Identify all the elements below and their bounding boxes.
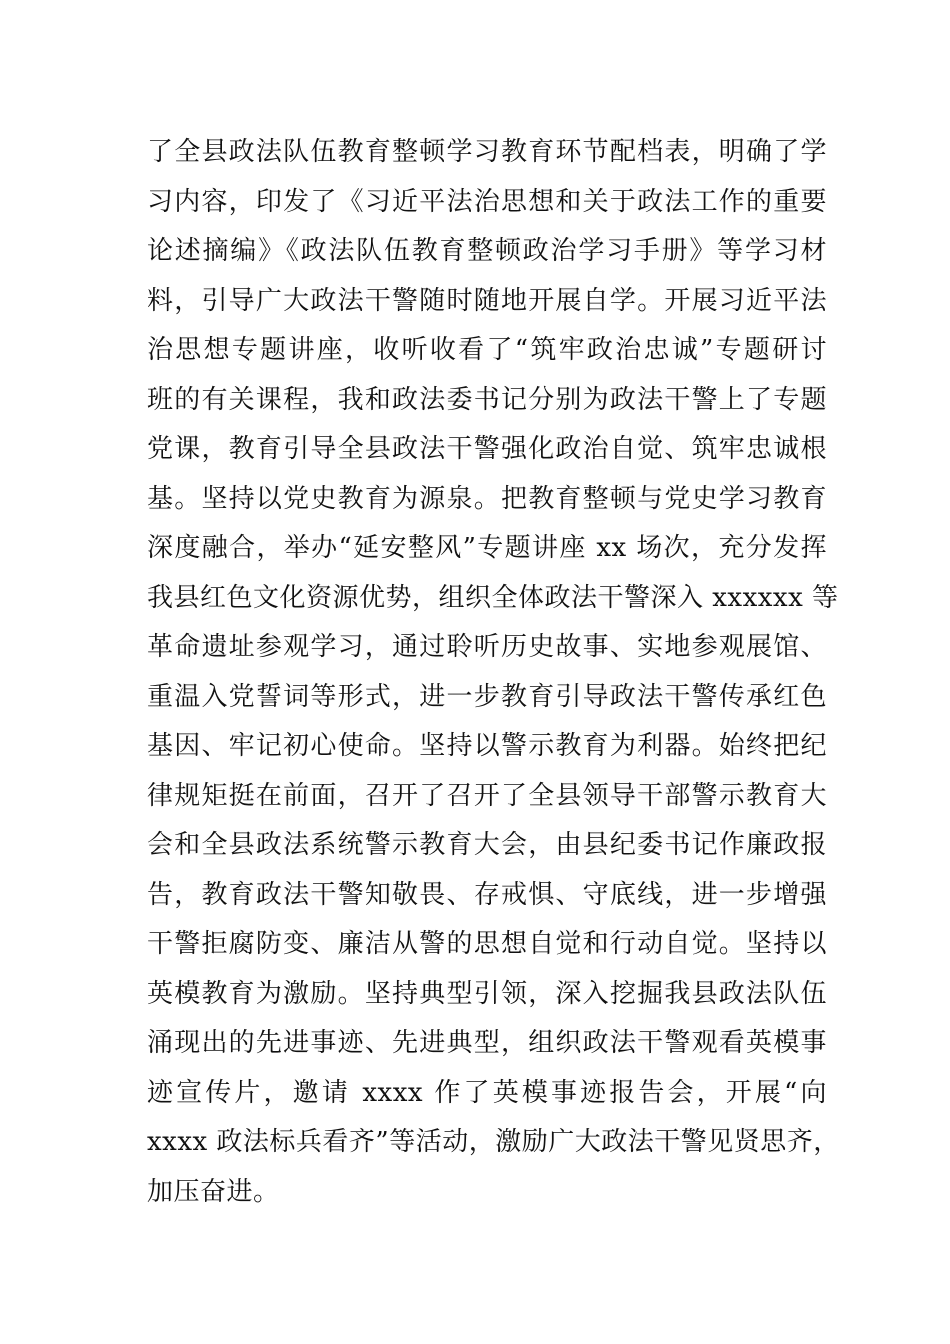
paragraph-line: 基因、牢记初心使命。坚持以警示教育为利器。始终把纪 [147, 731, 827, 761]
paragraph-line: 重温入党誓词等形式，进一步教育引导政法干警传承红色 [147, 681, 827, 712]
paragraph-line: 告，教育政法干警知敬畏、存戒惧、守底线，进一步增强 [147, 879, 827, 910]
paragraph-line: 律规矩挺在前面，召开了召开了全县领导干部警示教育大 [147, 780, 827, 811]
paragraph-line: 党课，教育引导全县政法干警强化政治自觉、筑牢忠诚根 [147, 434, 827, 464]
paragraph-line: xxxx 政法标兵看齐”等活动，激励广大政法干警见贤思齐， [147, 1127, 840, 1157]
paragraph-line: 班的有关课程，我和政法委书记分别为政法干警上了专题 [147, 384, 827, 415]
paragraph-line: 干警拒腐防变、廉洁从警的思想自觉和行动自觉。坚持以 [147, 929, 827, 959]
paragraph-last-line: 加压奋进。 [147, 1176, 280, 1207]
paragraph-line: 了全县政法队伍教育整顿学习教育环节配档表，明确了学 [147, 137, 827, 167]
paragraph-line: 涌现出的先进事迹、先进典型，组织政法干警观看英模事 [147, 1028, 827, 1058]
paragraph-line: 料，引导广大政法干警随时随地开展自学。开展习近平法 [147, 285, 827, 316]
paragraph-line: 治思想专题讲座，收听收看了“筑牢政治忠诚”专题研讨 [147, 335, 827, 365]
paragraph-line: 习内容，印发了《习近平法治思想和关于政法工作的重要 [147, 186, 827, 217]
paragraph-line: 深度融合，举办“延安整风”专题讲座 xx 场次，充分发挥 [147, 533, 827, 563]
paragraph-line: 革命遗址参观学习，通过聆听历史故事、实地参观展馆、 [147, 632, 827, 662]
body-paragraph [147, 128, 840, 1217]
paragraph-line: 迹宣传片，邀请 xxxx 作了英模事迹报告会，开展“向 [147, 1077, 827, 1108]
paragraph-line: 英模教育为激励。坚持典型引领，深入挖掘我县政法队伍 [147, 978, 827, 1009]
paragraph-line: 我县红色文化资源优势，组织全体政法干警深入 xxxxxx 等 [147, 582, 839, 613]
paragraph-line: 会和全县政法系统警示教育大会，由县纪委书记作廉政报 [147, 830, 827, 860]
paragraph-line: 基。坚持以党史教育为源泉。把教育整顿与党史学习教育 [147, 483, 827, 514]
paragraph-line: 论述摘编》《政法队伍教育整顿政治学习手册》等学习材 [147, 236, 827, 266]
